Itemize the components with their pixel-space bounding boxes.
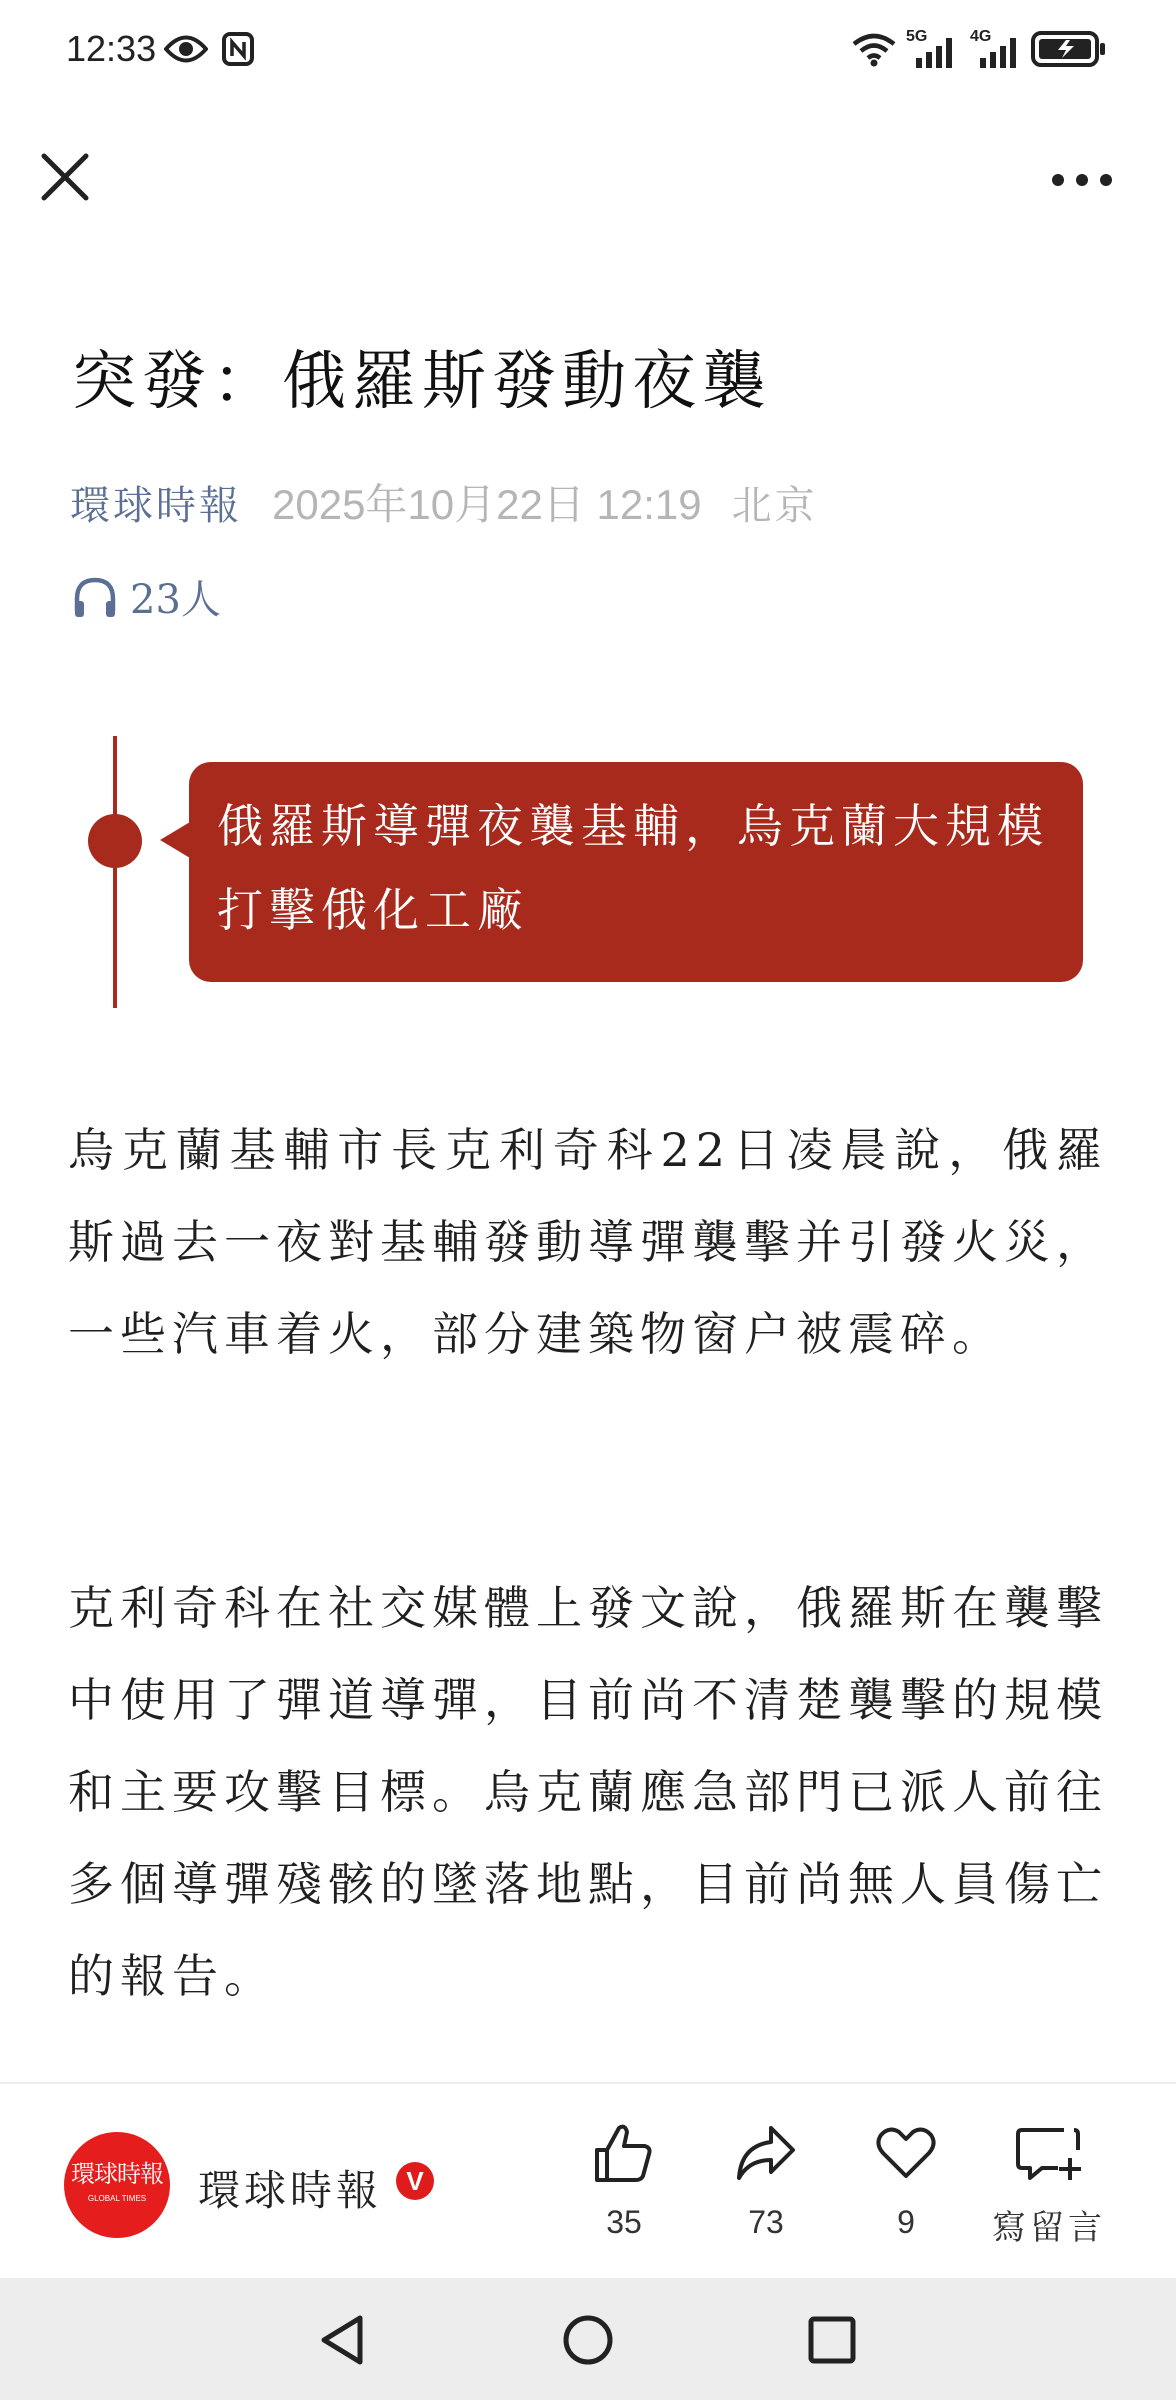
back-icon[interactable] (316, 2312, 368, 2368)
signal-4g-label: 4G (970, 28, 992, 45)
favorite-button[interactable] (868, 2120, 944, 2241)
like-button[interactable] (586, 2120, 662, 2241)
article-location: 北京 (731, 483, 818, 529)
article-date: 2025年10月22日 12:19 (272, 481, 702, 528)
eye-icon (164, 32, 208, 66)
logo-text: 環球時報 (71, 2160, 163, 2188)
highlight-text: 俄羅斯導彈夜襲基輔，烏克蘭大規模打擊俄化工廠 (217, 799, 1049, 937)
article-paragraph: 克利奇科在社交媒體上發文說，俄羅斯在襲擊中使用了彈道導彈，目前尚不清楚襲擊的規模和主要攻擊目標。烏克蘭應急部門已派人前往多個導彈殘骸的墜落地點，目前尚無人員傷亡的報告。 (68, 1581, 1108, 2003)
close-icon[interactable] (34, 146, 96, 208)
headphones-icon (72, 575, 118, 619)
callout-pointer (160, 822, 190, 858)
like-count: 35 (606, 2204, 642, 2240)
share-button[interactable] (728, 2120, 804, 2241)
system-navigation-bar (0, 2278, 1176, 2400)
share-count: 73 (748, 2204, 784, 2240)
account-avatar[interactable] (64, 2132, 170, 2238)
favorite-count: 9 (897, 2204, 915, 2240)
wifi-icon (850, 30, 898, 68)
signal-5g-icon (906, 28, 958, 68)
bottom-action-bar (0, 2082, 1176, 2280)
article-title: 突發：俄羅斯發動夜襲 (72, 345, 772, 419)
thumbs-up-icon (591, 2120, 657, 2186)
comment-button[interactable] (986, 2120, 1112, 2249)
timeline-dot (88, 814, 142, 868)
nfc-icon (222, 32, 254, 66)
heart-icon (873, 2120, 939, 2186)
highlight-callout (189, 762, 1083, 982)
listen-count-label: 23人 (130, 577, 221, 623)
status-bar (0, 0, 1176, 100)
top-bar (0, 130, 1176, 230)
verified-badge: V (396, 2162, 434, 2200)
article-meta (70, 472, 818, 532)
more-icon[interactable] (1040, 160, 1124, 200)
listen-count[interactable] (72, 568, 221, 625)
signal-5g-label: 5G (906, 28, 928, 45)
article-source-link[interactable]: 環球時報 (70, 483, 242, 529)
recents-icon[interactable] (806, 2312, 858, 2368)
account-name[interactable]: 環球時報 (198, 2166, 383, 2215)
logo-subtext: GLOBAL TIMES (87, 2194, 147, 2203)
article-paragraph: 烏克蘭基輔市長克利奇科22日凌晨說，俄羅斯過去一夜對基輔發動導彈襲擊并引發火災，一些汽車着火，部分建築物窗户被震碎。 (68, 1123, 1108, 1361)
signal-4g-icon (970, 28, 1026, 68)
timeline-line (113, 736, 117, 1008)
comment-add-icon (1014, 2120, 1084, 2186)
share-icon (733, 2120, 799, 2186)
status-time: 12:33 (66, 28, 157, 69)
home-icon[interactable] (560, 2312, 616, 2368)
battery-charging-icon (1030, 30, 1108, 68)
comment-label: 寫留言 (992, 2208, 1106, 2248)
